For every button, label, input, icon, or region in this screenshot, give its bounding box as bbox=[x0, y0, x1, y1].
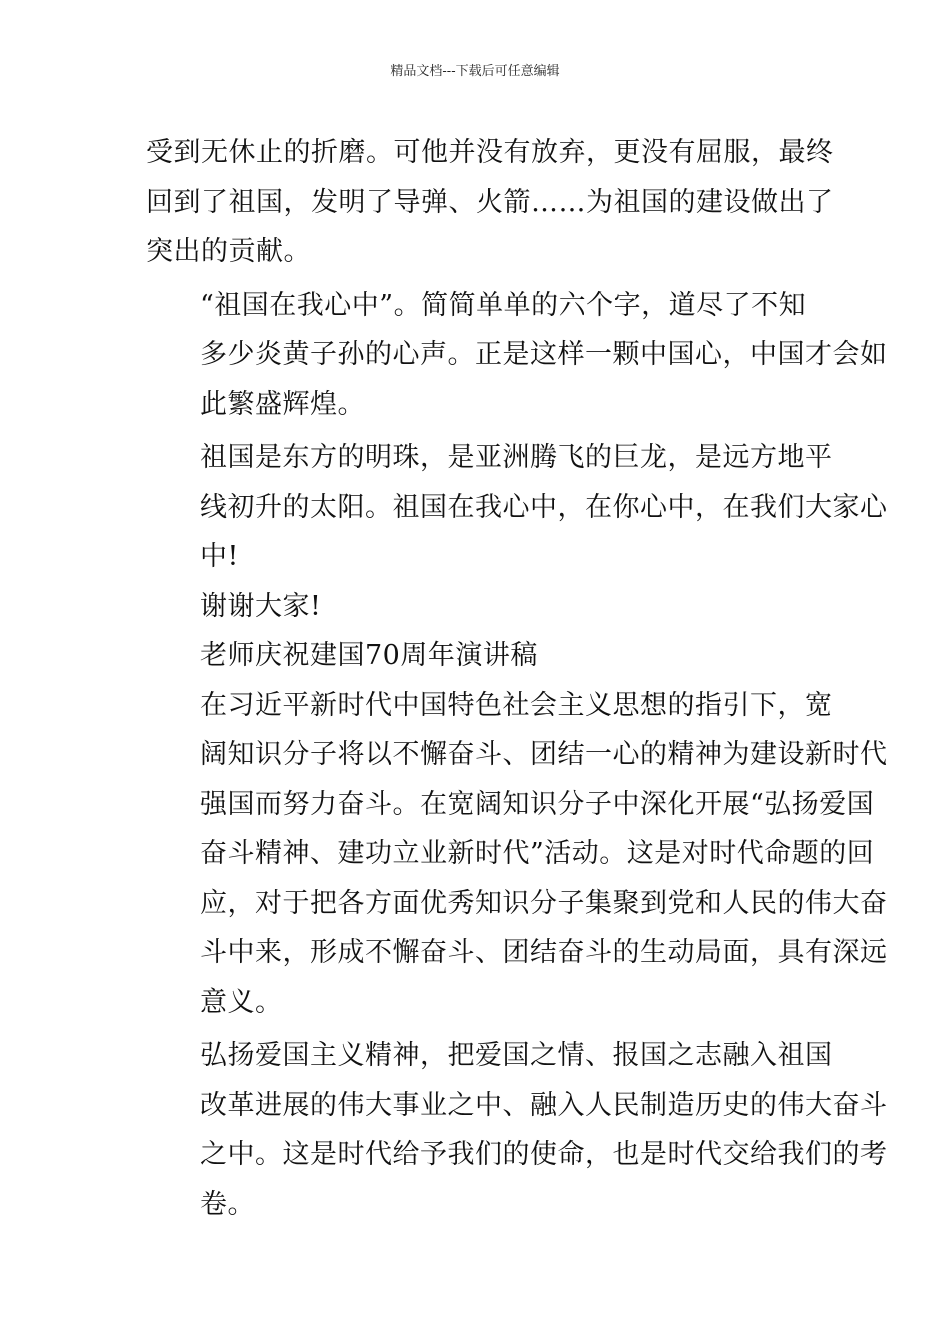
paragraph-2 bbox=[146, 281, 888, 430]
text-line: 此繁盛辉煌。 bbox=[200, 388, 365, 420]
text-line: 卷。 bbox=[200, 1188, 255, 1220]
text-line: 突出的贡献。 bbox=[146, 236, 311, 267]
text-line: 弘扬爱国主义精神，把爱国之情、报国之志融入祖国 bbox=[200, 1040, 833, 1071]
text-line: “祖国在我心中”。简简单单的六个字，道尽了不知 bbox=[200, 289, 807, 321]
text-line: 受到无休止的折磨。可他并没有放弃，更没有屈服，最终 bbox=[146, 137, 834, 168]
speech-title bbox=[146, 631, 808, 681]
text-line: 奋斗精神、建功立业新时代”活动。这是对时代命题的回 bbox=[200, 838, 875, 869]
text-line: 意义。 bbox=[200, 986, 283, 1018]
text-line: 阔知识分子将以不懈奋斗、团结一心的精神为建设新时代 bbox=[200, 739, 888, 770]
text-line: 谢谢大家! bbox=[200, 590, 322, 622]
text-line: 多少炎黄子孙的心声。正是这样一颗中国心，中国才会如 bbox=[200, 339, 888, 370]
text-line: 改革进展的伟大事业之中、融入人民制造历史的伟大奋斗 bbox=[200, 1089, 888, 1121]
text-line: 强国而努力奋斗。在宽阔知识分子中深化开展“弘扬爱国 bbox=[200, 788, 875, 820]
paragraph-4 bbox=[146, 582, 808, 632]
paragraph-1 bbox=[146, 128, 834, 277]
text-line: 应，对于把各方面优秀知识分子集聚到党和人民的伟大奋 bbox=[200, 887, 888, 919]
text-line: 之中。这是时代给予我们的使命，也是时代交给我们的考 bbox=[200, 1139, 888, 1170]
text-line: 中! bbox=[200, 541, 239, 572]
text-line: 在习近平新时代中国特色社会主义思想的指引下，宽 bbox=[200, 689, 833, 721]
text-line: 斗中来，形成不懈奋斗、团结奋斗的生动局面，具有深远 bbox=[200, 937, 888, 968]
text-line: 线初升的太阳。祖国在我心中，在你心中，在我们大家心 bbox=[200, 491, 888, 523]
paragraph-6 bbox=[146, 681, 888, 1028]
text-line: 老师庆祝建国70周年演讲稿 bbox=[200, 640, 538, 671]
page-header: 精品文档---下载后可任意编辑 bbox=[390, 64, 560, 79]
paragraph-7 bbox=[146, 1031, 888, 1229]
text-line: 祖国是东方的明珠，是亚洲腾飞的巨龙，是远方地平 bbox=[200, 442, 833, 473]
document-body bbox=[146, 128, 888, 1229]
paragraph-3 bbox=[146, 433, 888, 582]
text-line: 回到了祖国，发明了导弹、火箭……为祖国的建设做出了 bbox=[146, 186, 834, 218]
